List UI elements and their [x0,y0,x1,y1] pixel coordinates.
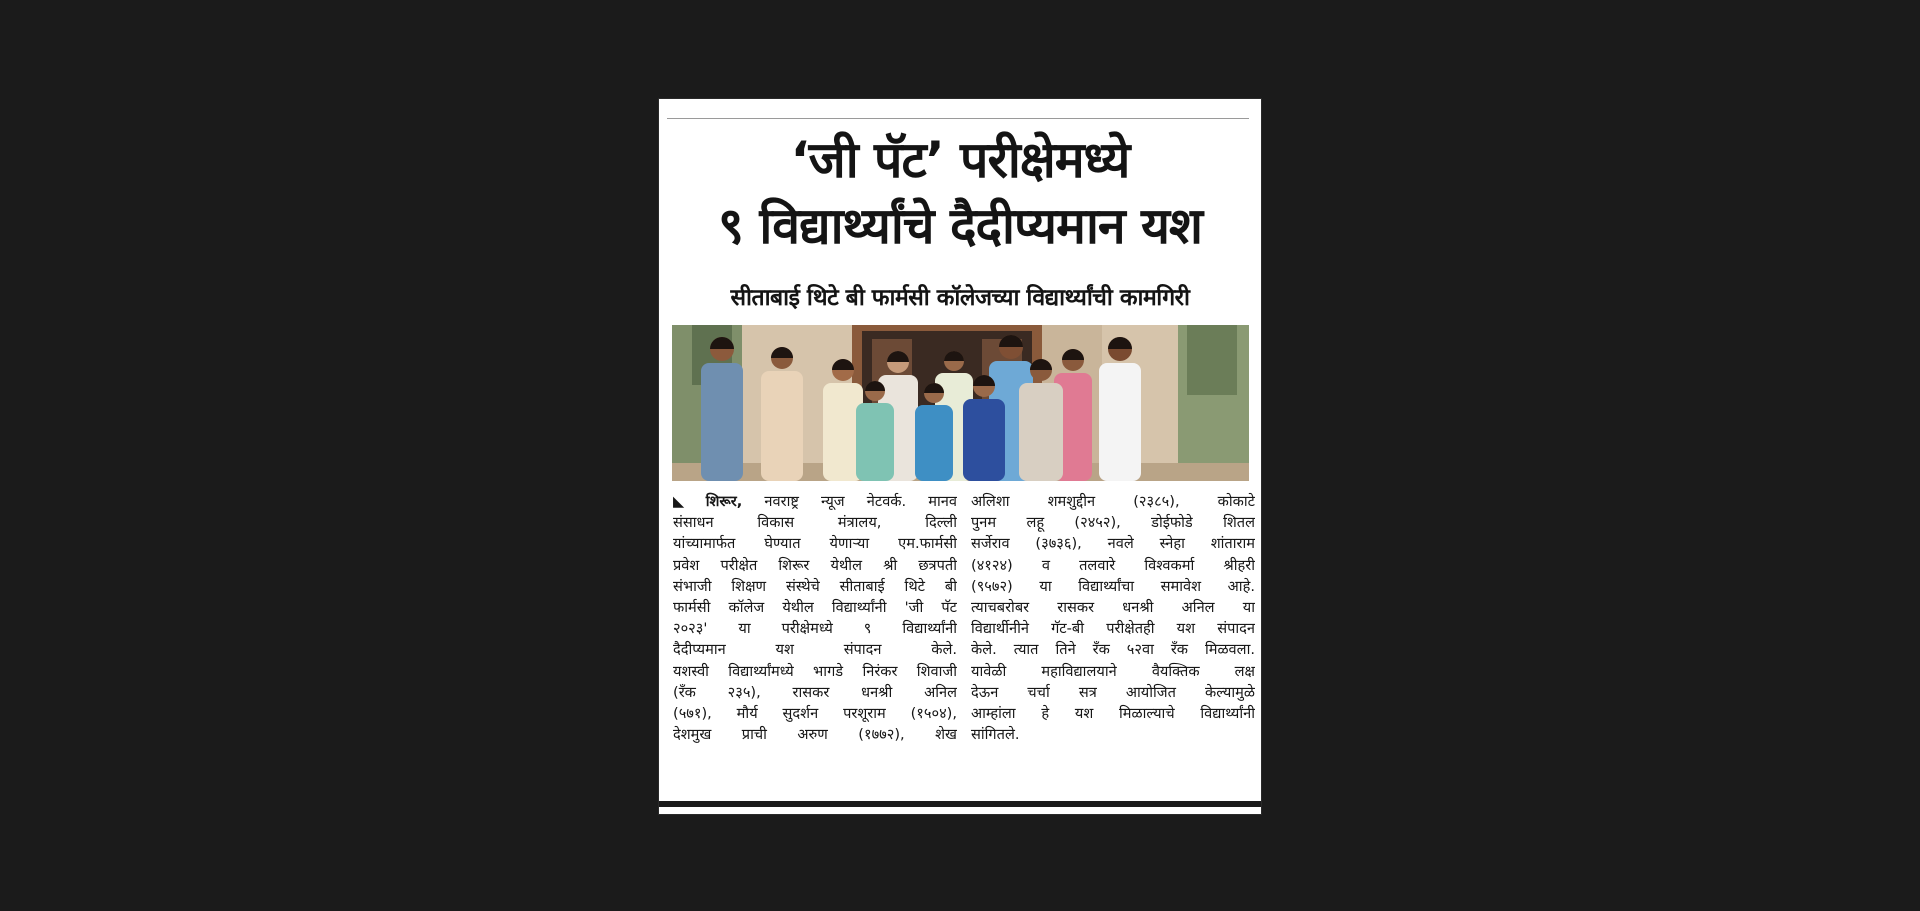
person-body [761,371,803,481]
top-rule [667,118,1249,119]
article-marker-icon: ◣ [673,493,702,510]
article-column-left [673,491,957,745]
article-text: नवराष्ट्र न्यूज नेटवर्क. मानव [764,493,957,510]
article-line: यांच्यामार्फत घेण्यात येणाऱ्या एम.फार्मसी [673,535,957,553]
article-line: देऊन चर्चा सत्र आयोजित केल्यामुळे [971,683,1255,701]
group-photo-icon [672,325,1249,481]
article-line: (५७१), मौर्य सुदर्शन परशूराम (१५०४), [673,705,957,723]
person-body [963,399,1005,481]
article-line: आम्हांला हे यश मिळाल्याचे विद्यार्थ्यांनी [971,705,1255,723]
headline-line-2: ९ विद्यार्थ्यांचे दैदीप्यमान यश [717,197,1203,255]
article-line: संसाधन विकास मंत्रालय, दिल्ली [673,514,957,532]
article-line: विद्यार्थीनीने गॅट-बी परीक्षेतही यश संपादन [971,620,1255,638]
person-body [701,363,743,481]
person-body [1019,383,1063,481]
subheadline: सीताबाई थिटे बी फार्मसी कॉलेजच्या विद्यार्थ्यांची कामगिरी [730,285,1190,311]
article-line: प्रवेश परीक्षेत शिरूर येथील श्री छत्रपती [673,556,957,574]
headline [659,127,1261,259]
bottom-rule [659,801,1261,807]
article-line: यशस्वी विद्यार्थ्यांमध्ये भागडे निरंकर शिवाजी [673,662,957,680]
article-line: (४१२४) व तलवारे विश्वकर्मा श्रीहरी [971,556,1255,574]
dateline: शिरूर, [705,493,743,510]
article-line: देशमुख प्राची अरुण (१७७२), शेख [673,726,957,744]
article-line: सांगितले. [971,726,1020,744]
person-body [915,405,953,481]
article-line: त्याचबरोबर रासकर धनश्री अनिल या [971,599,1255,617]
article-line: (९५७२) या विद्यार्थ्यांचा समावेश आहे. [971,577,1255,595]
article-line: (रँक २३५), रासकर धनश्री अनिल [673,683,957,701]
article-line: यावेळी महाविद्यालयाने वैयक्तिक लक्ष [971,662,1255,680]
person-body [1099,363,1141,481]
newspaper-clipping [659,99,1261,814]
article-line: दैदीप्यमान यश संपादन केले. [673,641,957,659]
person-body [856,403,894,481]
article-line: २०२३' या परीक्षेमध्ये ९ विद्यार्थ्यांनी [673,620,957,638]
group-photo [672,325,1249,481]
article-line: संभाजी शिक्षण संस्थेचे सीताबाई थिटे बी [673,577,957,595]
headline-line-1: ‘जी पॅट’ परीक्षेमध्ये [790,131,1130,189]
article-line [673,491,957,512]
article-line: अलिशा शमशुद्दीन (२३८५), कोकाटे [971,493,1255,510]
article-column-right [971,491,1255,745]
article-line: सर्जेराव (३७३६), नवले स्नेहा शांताराम [971,535,1255,553]
article-line: केले. त्यात तिने रँक ५२वा रँक मिळवला. [971,641,1255,659]
article-line: पुनम लहू (२४५२), डोईफोडे शितल [971,514,1255,532]
article-line: फार्मसी कॉलेज येथील विद्यार्थ्यांनी 'जी पॅट [673,599,957,617]
